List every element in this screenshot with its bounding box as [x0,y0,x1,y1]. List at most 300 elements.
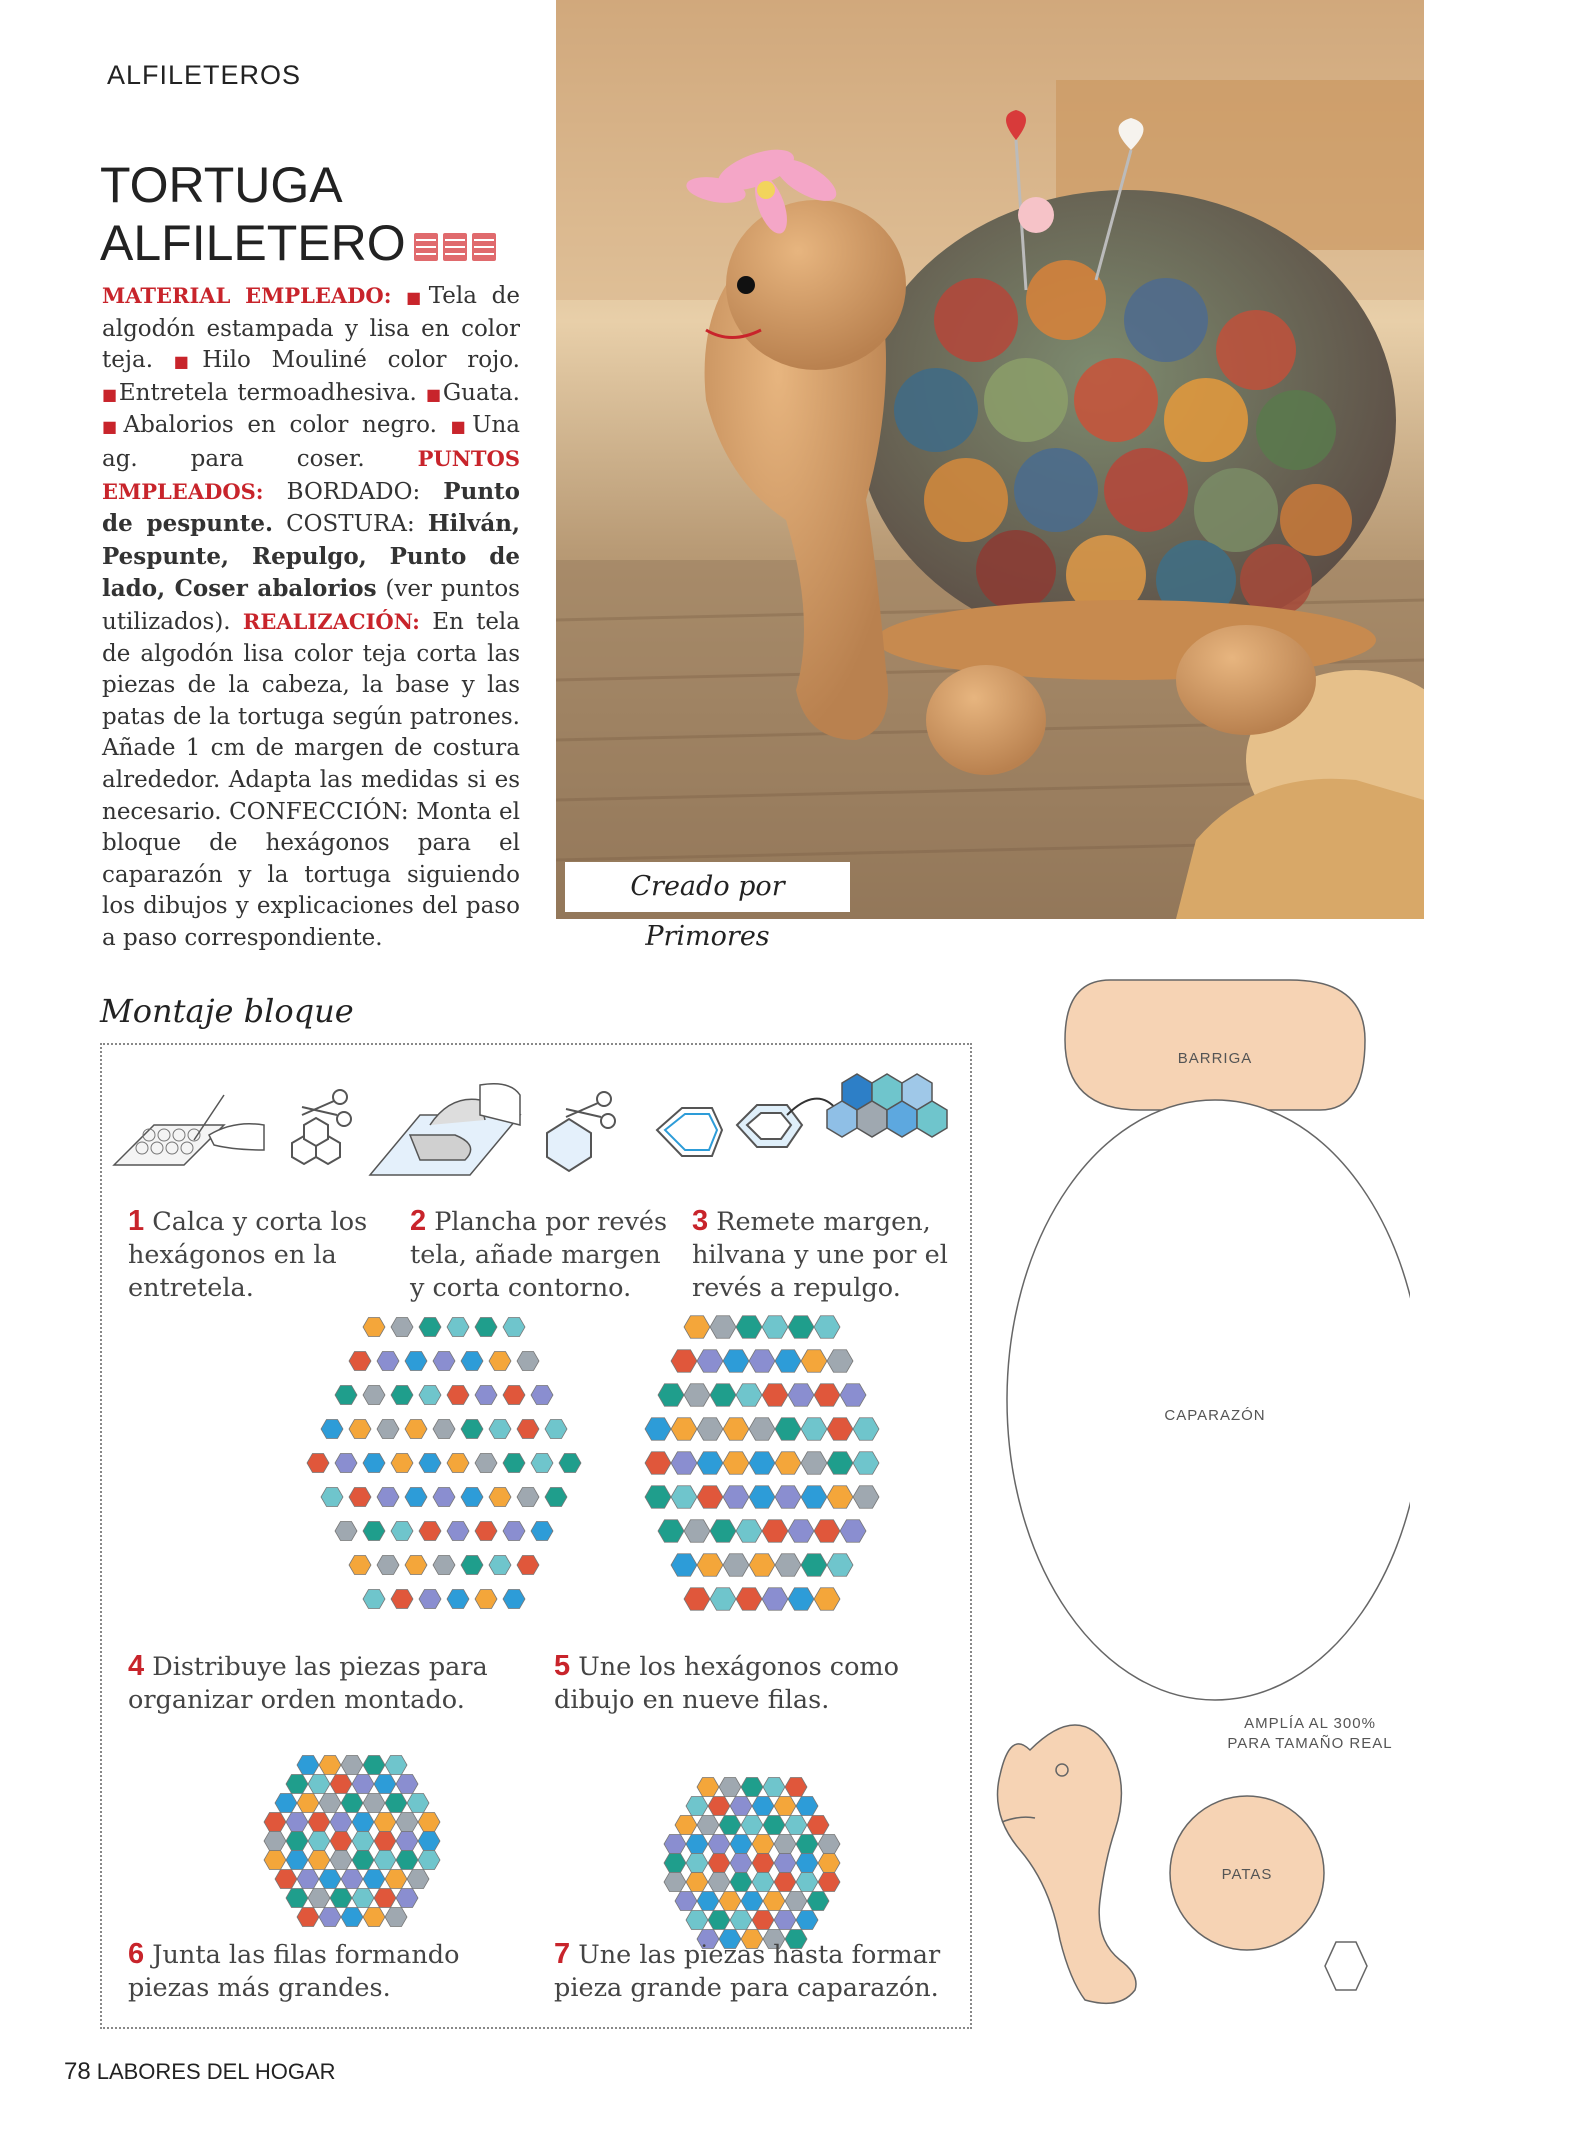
material-item: Una ag. para coser. [102,412,520,472]
step-3-basting-illustration-2 [737,1099,837,1147]
hexagon-piece [433,1555,455,1574]
article-title [100,156,498,272]
hexagon-piece [559,1453,581,1472]
hexagon-piece [374,1774,396,1793]
step-3-joined-hexagons-illustration [827,1074,947,1137]
hexagon-piece [330,1888,352,1907]
hexagon-piece [385,1869,407,1888]
patas-label: PATAS [1221,1866,1273,1883]
hexagon-piece [341,1907,363,1926]
bullet-icon: ■ [102,384,119,404]
hexagon-piece [671,1486,697,1509]
confeccion-text: Monta el bloque de hexágonos para el caparazón y la tortuga siguiendo los dibujos y explicaciones del paso a paso correspondiente. [102,798,520,951]
hexagon-piece [723,1350,749,1373]
hexagon-piece [297,1793,319,1812]
hexagon-piece [475,1317,497,1336]
step-5-hexagon-rows [645,1316,879,1611]
hexagon-piece [363,1453,385,1472]
hexagon-piece [407,1869,429,1888]
hexagon-piece [321,1487,343,1506]
amplia-label-2: PARA TAMAÑO REAL [1227,1735,1393,1752]
hexagon-piece [433,1419,455,1438]
hexagon-piece [352,1774,374,1793]
hexagon-piece [503,1385,525,1404]
hexagon-piece [752,1853,774,1872]
hexagon-piece [763,1891,785,1910]
hexagon-piece [736,1520,762,1543]
hexagon-piece [671,1418,697,1441]
hexagon-piece [723,1486,749,1509]
hexagon-piece [349,1419,371,1438]
hexagon-piece [708,1872,730,1891]
hexagon-piece [517,1419,539,1438]
hexagon-piece [319,1755,341,1774]
hexagon-piece [308,1850,330,1869]
hexagon-piece [684,1384,710,1407]
hexagon-piece [645,1418,671,1441]
step-6 [128,1938,528,2005]
hexagon-piece [827,1554,853,1577]
hexagon-piece [377,1351,399,1370]
hexagon-piece [374,1850,396,1869]
hexagon-piece [503,1453,525,1472]
hexagon-piece [708,1834,730,1853]
hexagon-piece [363,1793,385,1812]
hexagon-piece [447,1521,469,1540]
step-number: 7 [554,1938,571,1970]
hexagon-piece [686,1796,708,1815]
step-number: 2 [410,1205,427,1237]
hexagon-piece [349,1351,371,1370]
hexagon-piece [391,1453,413,1472]
hexagon-piece [762,1316,788,1339]
hexagon-piece [775,1418,801,1441]
hexagon-piece [264,1812,286,1831]
material-item: Abalorios en color negro. [123,412,437,439]
hexagon-piece [297,1755,319,1774]
hexagon-piece [374,1831,396,1850]
photo-credit: Creado por Primores [565,862,850,912]
hexagon-piece [710,1316,736,1339]
hexagon-piece [352,1850,374,1869]
hexagon-piece [297,1869,319,1888]
hexagon-piece [418,1850,440,1869]
hexagon-piece [752,1910,774,1929]
hexagon-piece [319,1869,341,1888]
hexagon-piece [763,1777,785,1796]
hexagon-piece [814,1384,840,1407]
hexagon-piece [664,1853,686,1872]
hexagon-piece [461,1555,483,1574]
hexagon-piece [363,1755,385,1774]
hexagon-piece [341,1755,363,1774]
hexagon-piece [321,1419,343,1438]
hexagon-piece [749,1452,775,1475]
hexagon-piece [853,1486,879,1509]
hexagon-piece [697,1486,723,1509]
hexagon-piece [788,1520,814,1543]
hexagon-piece [335,1385,357,1404]
hexagon-piece [531,1385,553,1404]
hexagon-piece [801,1350,827,1373]
hexagon-piece [818,1834,840,1853]
puntos-note: (ver puntos utilizados). [102,576,520,635]
hexagon-piece [475,1453,497,1472]
hexagon-piece [308,1812,330,1831]
hexagon-piece [377,1419,399,1438]
hexagon-piece [697,1891,719,1910]
step-text: Distribuye las piezas para organizar orden montado. [128,1652,488,1715]
hexagon-piece [827,1350,853,1373]
hexagon-piece [517,1487,539,1506]
hexagon-piece [335,1521,357,1540]
montaje-box [100,1043,972,2029]
section-label: ALFILETEROS [107,60,302,90]
hexagon-piece [762,1520,788,1543]
hexagon-piece [730,1853,752,1872]
hexagon-piece [684,1520,710,1543]
hexagon-piece [475,1385,497,1404]
hexagon-piece [447,1589,469,1608]
material-item: Entretela termoadhesiva. [118,379,417,406]
hexagon-piece [645,1452,671,1475]
barriga-label: BARRIGA [1177,1050,1253,1067]
puntos-costura: Hilván, Pespunte, Repulgo, Punto de lado, Coser abalorios [102,510,521,603]
material-item: Guata. [442,379,520,406]
hexagon-piece [801,1554,827,1577]
article-body [102,280,520,954]
hexagon-piece [730,1872,752,1891]
hexagon-piece [264,1831,286,1850]
hexagon-piece [807,1891,829,1910]
hexagon-piece [723,1418,749,1441]
hexagon-piece [827,1452,853,1475]
hexagon-piece [762,1588,788,1611]
hexagon-piece [686,1910,708,1929]
hexagon-piece [286,1774,308,1793]
hexagon-piece [708,1853,730,1872]
hexagon-piece [405,1487,427,1506]
hexagon-piece [697,1815,719,1834]
hexagon-piece [762,1384,788,1407]
hexagon-piece [352,1812,374,1831]
hexagon-piece [853,1418,879,1441]
step-2 [410,1205,680,1305]
step-1 [128,1205,378,1305]
hexagon-piece [840,1520,866,1543]
hexagon-piece [741,1777,763,1796]
step-number: 5 [554,1650,571,1682]
hexagon-piece [796,1910,818,1929]
hexagon-piece [391,1589,413,1608]
turtle-pincushion-photo [556,0,1424,919]
hexagon-piece [489,1419,511,1438]
hexagon-piece [308,1774,330,1793]
hexagon-piece [405,1555,427,1574]
hexagon-piece [363,1907,385,1926]
hexagon-piece [796,1834,818,1853]
hexagon-piece [774,1853,796,1872]
hexagon-piece [308,1831,330,1850]
hexagon-piece [775,1554,801,1577]
caparazon-label: CAPARAZÓN [1164,1407,1266,1424]
hexagon-piece [710,1588,736,1611]
barriga-pattern [1065,980,1365,1110]
page-number: 78 [64,2058,91,2085]
hexagon-piece [385,1907,407,1926]
hexagon-piece [723,1452,749,1475]
hexagon-piece [275,1869,297,1888]
hexagon-piece [736,1316,762,1339]
hexagon-piece [447,1317,469,1336]
page-footer [64,2058,336,2086]
hexagon-piece [736,1588,762,1611]
hexagon-piece [391,1317,413,1336]
hexagon-piece [341,1869,363,1888]
hexagon-piece [775,1486,801,1509]
hexagon-piece [307,1453,329,1472]
hexagon-piece [286,1831,308,1850]
hexagon-piece [774,1872,796,1891]
puntos-costura-label: COSTURA: [286,511,415,538]
hexagon-piece [818,1872,840,1891]
step-number: 6 [128,1938,145,1970]
bullet-icon: ■ [102,417,124,437]
hexagon-piece [391,1521,413,1540]
hexagon-piece [853,1452,879,1475]
hexagon-piece [741,1815,763,1834]
hexagon-piece [391,1385,413,1404]
bullet-icon: ■ [406,288,429,307]
step-4 [128,1650,528,1717]
hexagon-piece [796,1872,818,1891]
hexagon-piece [461,1487,483,1506]
puntos-bordado-label: BORDADO: [286,478,421,505]
hexagon-piece [749,1554,775,1577]
hexagon-piece [686,1872,708,1891]
hexagon-piece [686,1853,708,1872]
step-text: Une las piezas hasta formar pieza grande para caparazón. [554,1940,941,2003]
hexagon-piece [671,1452,697,1475]
hexagon-piece [671,1350,697,1373]
hexagon-piece [330,1850,352,1869]
hexagon-piece [396,1774,418,1793]
hexagon-piece [352,1888,374,1907]
hexagon-piece [801,1486,827,1509]
hexagon-piece [377,1555,399,1574]
hexagon-piece [461,1419,483,1438]
material-item: Hilo Mouliné color rojo. [202,347,520,374]
hexagon-piece [352,1831,374,1850]
step-text: Junta las filas formando piezas más grandes. [128,1940,460,2003]
hexagon-piece [801,1418,827,1441]
hexagon-piece [330,1831,352,1850]
hexagon-piece [405,1419,427,1438]
hexagon-piece [827,1486,853,1509]
step-2-iron-illustration [370,1084,520,1175]
hexagon-piece [419,1521,441,1540]
hexagon-piece [775,1452,801,1475]
hexagon-piece [447,1385,469,1404]
hexagon-piece [396,1888,418,1907]
hexagon-piece [363,1521,385,1540]
hexagon-piece [363,1589,385,1608]
hexagon-piece [363,1317,385,1336]
hexagon-piece [658,1520,684,1543]
hexagon-piece [675,1815,697,1834]
hexagon-piece [503,1521,525,1540]
hexagon-piece [785,1815,807,1834]
hexagon-piece [788,1316,814,1339]
hexagon-piece [723,1554,749,1577]
bullet-icon: ■ [173,352,203,372]
hexagon-piece [319,1793,341,1812]
difficulty-spools-icon [412,229,498,265]
hexagon-piece [461,1351,483,1370]
hexagon-piece [774,1910,796,1929]
hexagon-piece [664,1872,686,1891]
material-item: Tela de algodón estampada y lisa en color teja. [102,283,520,374]
hexagon-piece [775,1350,801,1373]
hexagon-piece [708,1910,730,1929]
hexagon-piece [503,1589,525,1608]
hexagon-piece [385,1793,407,1812]
step-7-hexagon-shell [664,1777,840,1948]
hexagon-piece [407,1793,429,1812]
hexagon-piece [697,1452,723,1475]
montaje-title: Montaje bloque [100,992,354,1030]
hexagon-piece [684,1588,710,1611]
step-4-hexagon-layout [307,1317,581,1608]
hexagon-piece [545,1487,567,1506]
hexagon-piece [697,1418,723,1441]
hexagon-piece [418,1831,440,1850]
hexagon-piece [827,1418,853,1441]
hexagon-piece [749,1486,775,1509]
pattern-templates [990,960,1410,2020]
hexagon-piece [363,1385,385,1404]
hexagon-piece [801,1452,827,1475]
hexagon-piece [374,1888,396,1907]
step-3-basting-illustration [657,1108,722,1156]
title-line-2: ALFILETERO [100,214,498,272]
hexagon-piece [377,1487,399,1506]
hexagon-piece [517,1351,539,1370]
step-1-illustration [114,1095,264,1165]
hexagon-piece [319,1907,341,1926]
hexagon-piece [286,1812,308,1831]
hexagon-piece [763,1815,785,1834]
step-number: 3 [692,1205,709,1237]
hexagon-piece [264,1850,286,1869]
bullet-icon: ■ [425,384,443,404]
puntos-label: PUNTOS EMPLEADOS: [102,445,521,504]
hexagon-piece [489,1351,511,1370]
step-5 [554,1650,954,1717]
bullet-icon: ■ [450,417,473,437]
hexagon-piece [686,1834,708,1853]
hexagon-piece [741,1891,763,1910]
hexagon-piece [796,1853,818,1872]
hexagon-piece [710,1384,736,1407]
hexagon-piece [664,1834,686,1853]
hexagon-piece [385,1755,407,1774]
puntos-bordado: Punto de pespunte. [102,477,521,538]
step-text: Une los hexágonos como dibujo en nueve filas. [554,1652,899,1715]
hexagon-piece [719,1891,741,1910]
hexagon-piece [447,1453,469,1472]
hexagon-piece [814,1588,840,1611]
hexagon-piece [671,1554,697,1577]
hexagon-piece [396,1850,418,1869]
hexagon-piece [433,1487,455,1506]
montaje-illustrations [102,1045,974,2031]
step-1-scissors-illustration [292,1090,351,1164]
hexagon-piece [489,1487,511,1506]
hexagon-piece [405,1351,427,1370]
hexagon-piece [774,1834,796,1853]
amplia-label-1: AMPLÍA AL 300% [1244,1715,1376,1732]
hexagon-piece [840,1384,866,1407]
step-number: 4 [128,1650,145,1682]
hexagon-piece [335,1453,357,1472]
step-6-hexagon-pieces [264,1755,440,1926]
hexagon-piece [419,1453,441,1472]
hexagon-piece [396,1831,418,1850]
hexagon-piece [275,1793,297,1812]
step-text: Plancha por revés tela, añade margen y corta contorno. [410,1207,668,1303]
hexagon-piece [531,1453,553,1472]
hexagon-piece [796,1796,818,1815]
hexagon-piece [814,1520,840,1543]
hexagon-piece [374,1812,396,1831]
hexagon-piece [807,1815,829,1834]
hexagon-piece [788,1588,814,1611]
hexagon-piece [736,1384,762,1407]
step-number: 1 [128,1205,145,1237]
hexagon-piece [730,1834,752,1853]
hexagon-piece [749,1418,775,1441]
hexagon-piece [286,1850,308,1869]
hexagon-piece [658,1384,684,1407]
hexagon-piece [419,1589,441,1608]
hexagon-piece [418,1812,440,1831]
hexagon-piece [531,1521,553,1540]
hexagon-piece [308,1888,330,1907]
hexagon-piece [785,1891,807,1910]
realizacion-text: En tela de algodón lisa color teja corta las piezas de la cabeza, la base y las patas de la tortuga según patrones. Añade 1 cm de margen de costura alrededor. Adapta las medidas si es necesario. [102,608,520,825]
hexagon-piece [710,1520,736,1543]
step-text: Remete margen, hilvana y une por el revés a repulgo. [692,1207,948,1303]
hexagon-piece [785,1777,807,1796]
hexagon-piece [330,1774,352,1793]
step-7 [554,1938,954,2005]
hexagon-piece [774,1796,796,1815]
hexagon-piece [752,1834,774,1853]
hexagon-piece [297,1907,319,1926]
material-label: MATERIAL EMPLEADO: [102,283,392,308]
hexagon-piece [719,1815,741,1834]
hexagon-piece [730,1796,752,1815]
hexagon-piece [697,1777,719,1796]
hexagon-piece [749,1350,775,1373]
hexagon-piece [475,1589,497,1608]
hexagon-piece [341,1793,363,1812]
hexagon-piece [719,1777,741,1796]
hexagon-piece [545,1419,567,1438]
step-text: Calca y corta los hexágonos en la entretela. [128,1207,368,1303]
hexagon-pattern [1325,1942,1367,1990]
